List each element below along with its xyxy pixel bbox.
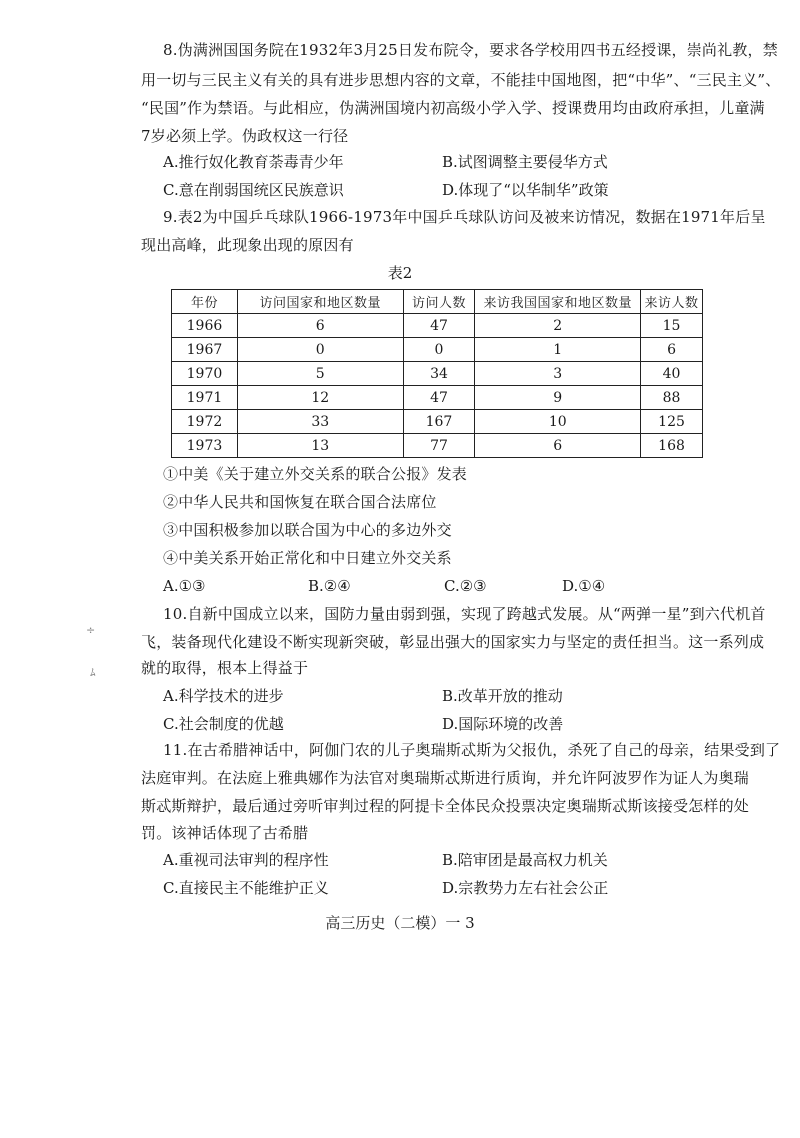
table-cell: 0: [403, 338, 475, 362]
table-cell: 167: [403, 410, 475, 434]
q11-line-2: 法庭审判。在法庭上雅典娜作为法官对奥瑞斯忒斯进行质询，并允许阿波罗作为证人为奥瑞: [141, 769, 750, 787]
table-cell: 1967: [172, 338, 238, 362]
table-cell: 88: [641, 386, 703, 410]
table-cell: 13: [237, 434, 403, 458]
table-cell: 1: [475, 338, 641, 362]
q8-option-c: C.意在削弱国统区民族意识: [163, 181, 344, 199]
q9-option-a: A.①③: [163, 577, 206, 595]
header-visit-countries: 访问国家和地区数量: [237, 290, 403, 314]
table-cell: 6: [641, 338, 703, 362]
table-cell: 1966: [172, 314, 238, 338]
table-caption: 表2: [387, 264, 413, 282]
table-cell: 10: [475, 410, 641, 434]
table-cell: 1970: [172, 362, 238, 386]
q9-line-2: 现出高峰，此现象出现的原因有: [141, 236, 354, 254]
table-cell: 47: [403, 386, 475, 410]
header-year: 年份: [172, 290, 238, 314]
q9-option-b: B.②④: [308, 577, 351, 595]
table-row: [172, 434, 703, 458]
table-cell: 6: [475, 434, 641, 458]
q10-option-b: B.改革开放的推动: [442, 687, 563, 705]
q9-statement-2: ②中华人民共和国恢复在联合国合法席位: [163, 493, 437, 511]
table-cell: 168: [641, 434, 703, 458]
q11-option-c: C.直接民主不能维护正义: [163, 879, 329, 897]
q8-line-3: “民国”作为禁语。与此相应，伪满洲国境内初高级小学入学、授课费用均由政府承担，儿童满: [141, 99, 765, 117]
q10-line-3: 就的取得，根本上得益于: [141, 659, 309, 677]
q10-option-a: A.科学技术的进步: [163, 687, 284, 705]
q9-option-d: D.①④: [562, 577, 606, 595]
q10-line-2: 飞，装备现代化建设不断实现新突破，彰显出强大的国家实力与坚定的责任担当。这一系列成: [141, 633, 765, 651]
table-cell: 1973: [172, 434, 238, 458]
table-cell: 15: [641, 314, 703, 338]
q9-statement-1: ①中美《关于建立外交关系的联合公报》发表: [163, 465, 468, 483]
table-row: [172, 386, 703, 410]
table-cell: 33: [237, 410, 403, 434]
table-cell: 1972: [172, 410, 238, 434]
table-header-row: [172, 290, 703, 314]
q9-line-1: 9.表2为中国乒乓球队1966-1973年中国乒乓球队访问及被来访情况，数据在1971年后呈: [163, 208, 766, 226]
header-incoming-countries: 来访我国国家和地区数量: [475, 290, 641, 314]
q11-line-3: 斯忒斯辩护，最后通过旁听审判过程的阿提卡全体民众投票决定奥瑞斯忒斯该接受怎样的处: [141, 797, 750, 815]
header-visitors: 访问人数: [403, 290, 475, 314]
data-table: [171, 289, 703, 458]
table-cell: 5: [237, 362, 403, 386]
table-row: [172, 338, 703, 362]
q11-line-4: 罚。该神话体现了古希腊: [141, 824, 309, 842]
q8-line-1: 8.伪满洲国国务院在1932年3月25日发布院令，要求各学校用四书五经授课，崇尚礼教，禁: [163, 41, 778, 59]
q8-line-4: 7岁必须上学。伪政权这一行径: [141, 127, 349, 145]
q11-option-a: A.重视司法审判的程序性: [163, 851, 329, 869]
q8-line-2: 用一切与三民主义有关的具有进步思想内容的文章，不能挂中国地图，把“中华”、“三民主义”、: [141, 71, 781, 89]
table-row: [172, 362, 703, 386]
q9-statement-4: ④中美关系开始正常化和中日建立外交关系: [163, 549, 452, 567]
q11-option-b: B.陪审团是最高权力机关: [442, 851, 608, 869]
table-cell: 77: [403, 434, 475, 458]
table-cell: 6: [237, 314, 403, 338]
q10-option-c: C.社会制度的优越: [163, 715, 284, 733]
q11-line-1: 11.在古希腊神话中，阿伽门农的儿子奥瑞斯忒斯为父报仇，杀死了自己的母亲，结果受到了: [163, 741, 781, 759]
table-cell: 40: [641, 362, 703, 386]
margin-mark: ﾑ: [90, 666, 96, 679]
page-footer: 高三历史（二模）一 3: [325, 914, 475, 932]
table-row: [172, 314, 703, 338]
q8-option-a: A.推行奴化教育荼毒青少年: [163, 153, 344, 171]
table-cell: 3: [475, 362, 641, 386]
table-cell: 47: [403, 314, 475, 338]
q8-option-d: D.体现了“以华制华”政策: [442, 181, 609, 199]
table-cell: 9: [475, 386, 641, 410]
q8-option-b: B.试图调整主要侵华方式: [442, 153, 608, 171]
q10-option-d: D.国际环境的改善: [442, 715, 564, 733]
table-cell: 125: [641, 410, 703, 434]
table-cell: 12: [237, 386, 403, 410]
q10-line-1: 10.自新中国成立以来，国防力量由弱到强，实现了跨越式发展。从“两弹一星”到六代机首: [163, 605, 766, 623]
margin-mark: ÷: [86, 624, 96, 637]
header-incoming-visitors: 来访人数: [641, 290, 703, 314]
table-cell: 0: [237, 338, 403, 362]
table-cell: 2: [475, 314, 641, 338]
q9-statement-3: ③中国积极参加以联合国为中心的多边外交: [163, 521, 452, 539]
q9-option-c: C.②③: [444, 577, 487, 595]
q11-option-d: D.宗教势力左右社会公正: [442, 879, 609, 897]
table-cell: 34: [403, 362, 475, 386]
table-row: [172, 410, 703, 434]
table-cell: 1971: [172, 386, 238, 410]
